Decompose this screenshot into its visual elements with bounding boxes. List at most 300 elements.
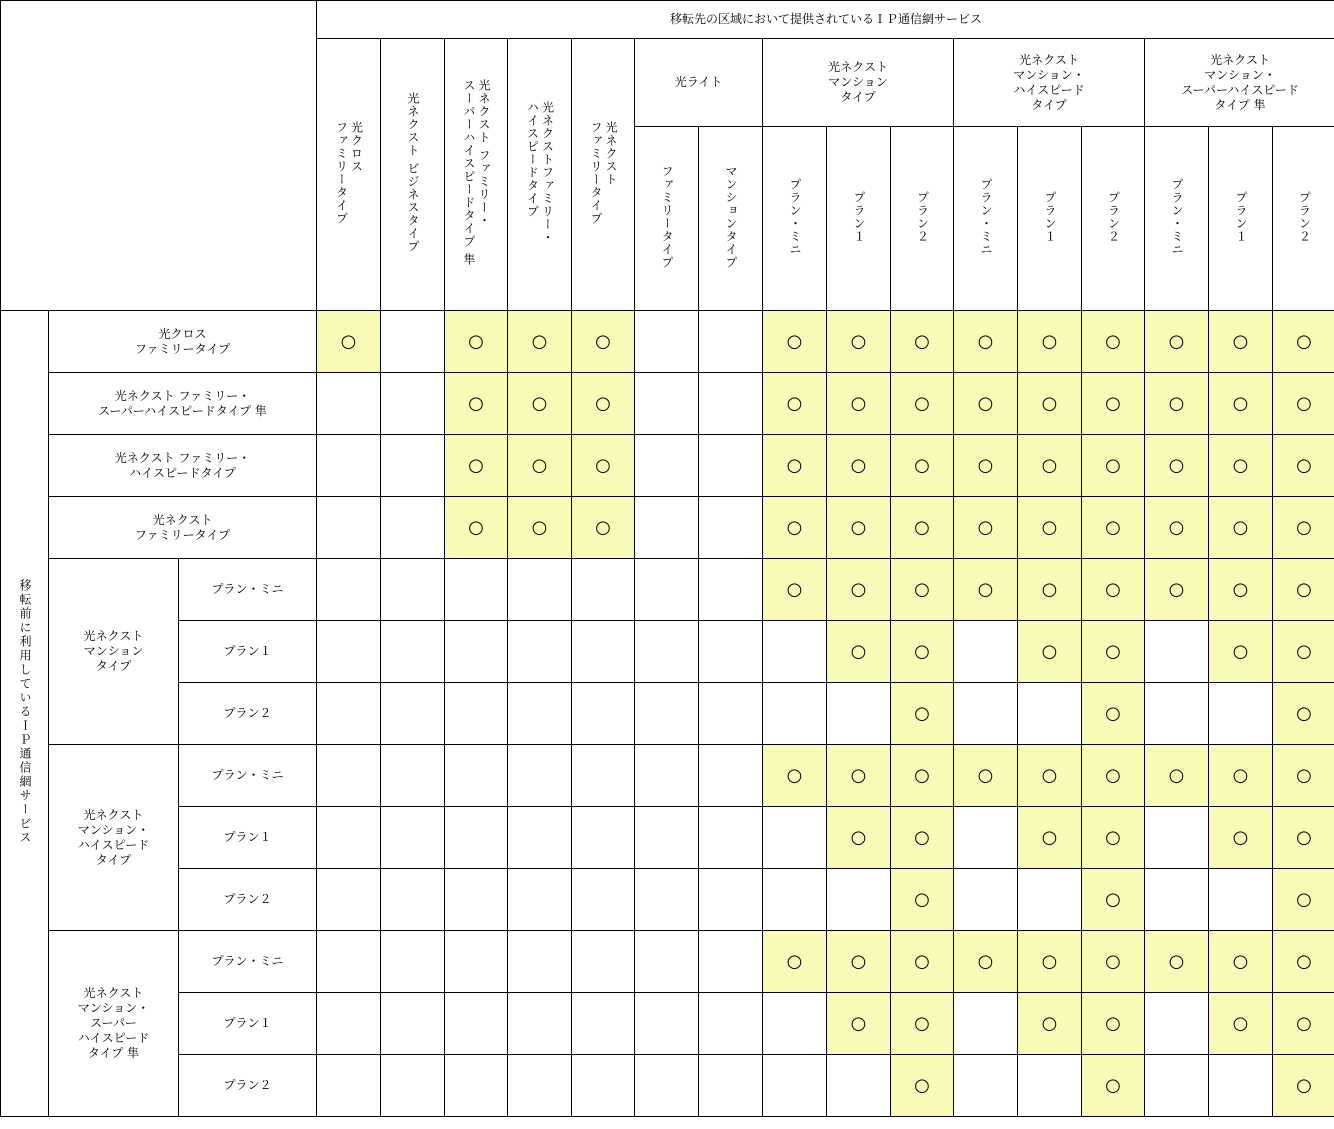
table-row [1, 869, 1334, 931]
mark-cell-empty [445, 621, 508, 683]
circle-mark: ○ [1232, 950, 1249, 972]
circle-mark: ○ [1296, 888, 1312, 910]
circle-mark: ○ [1232, 578, 1249, 600]
sub-header-text: プラン２ [915, 190, 930, 243]
mark-cell-empty [954, 683, 1018, 745]
mark-cell-empty [572, 559, 635, 621]
mark-cell-empty [827, 869, 891, 931]
circle-mark: ○ [1105, 950, 1121, 972]
row-plan-label: プラン・ミニ [179, 931, 317, 993]
mark-cell-empty [317, 993, 381, 1055]
mark-cell-empty [635, 931, 699, 993]
table-row [1, 745, 1334, 807]
circle-mark: ○ [1105, 1074, 1121, 1096]
circle-mark: ○ [1168, 764, 1185, 786]
group-header-mansion-highspeed: 光ネクスト マンション・ ハイスピード タイプ [954, 39, 1145, 127]
mark-cell-available [954, 373, 1018, 435]
mark-cell-available [1273, 931, 1334, 993]
mark-cell-empty [635, 311, 699, 373]
sub-header [635, 127, 699, 311]
circle-mark: ○ [914, 1074, 930, 1096]
circle-mark: ○ [468, 454, 484, 476]
mark-cell-empty [508, 1055, 572, 1117]
sub-header [1082, 127, 1145, 311]
mark-cell-available [954, 497, 1018, 559]
circle-mark: ○ [1232, 826, 1249, 848]
circle-mark: ○ [1232, 454, 1249, 476]
circle-mark: ○ [1041, 578, 1058, 600]
table-row [1, 993, 1334, 1055]
mark-cell-available [445, 373, 508, 435]
mark-cell-empty [445, 745, 508, 807]
mark-cell-available [1018, 931, 1082, 993]
circle-mark: ○ [1105, 888, 1121, 910]
mark-cell-available [1209, 497, 1273, 559]
circle-mark: ○ [914, 950, 930, 972]
circle-mark: ○ [1232, 516, 1249, 538]
mark-cell-empty [699, 683, 763, 745]
mark-cell-empty [317, 745, 381, 807]
mark-cell-available [891, 373, 954, 435]
mark-cell-available [1273, 621, 1334, 683]
mark-cell-empty [763, 993, 827, 1055]
mark-cell-available [1209, 559, 1273, 621]
circle-mark: ○ [850, 578, 867, 600]
circle-mark: ○ [1296, 392, 1312, 414]
row-header: 光ネクスト ファミリータイプ [49, 497, 317, 559]
circle-mark: ○ [1105, 516, 1121, 538]
circle-mark: ○ [1232, 764, 1249, 786]
circle-mark: ○ [1041, 392, 1058, 414]
circle-mark: ○ [531, 392, 548, 414]
circle-mark: ○ [786, 330, 803, 352]
mark-cell-available [1018, 435, 1082, 497]
mark-cell-empty [381, 373, 445, 435]
mark-cell-available [891, 1055, 954, 1117]
mark-cell-empty [1209, 869, 1273, 931]
table-row [1, 683, 1334, 745]
mark-cell-available [891, 559, 954, 621]
mark-cell-available [508, 373, 572, 435]
mark-cell-empty [572, 683, 635, 745]
mark-cell-available [572, 435, 635, 497]
mark-cell-available [1082, 993, 1145, 1055]
circle-mark: ○ [914, 330, 930, 352]
mark-cell-available [763, 373, 827, 435]
mark-cell-available [1273, 435, 1334, 497]
circle-mark: ○ [1105, 764, 1121, 786]
mark-cell-empty [1145, 993, 1209, 1055]
col-header-single-3 [508, 39, 572, 311]
circle-mark: ○ [977, 578, 994, 600]
mark-cell-available [954, 559, 1018, 621]
mark-cell-empty [508, 931, 572, 993]
mark-cell-available [1273, 869, 1334, 931]
sub-header [891, 127, 954, 311]
mark-cell-empty [635, 559, 699, 621]
mark-cell-available [508, 435, 572, 497]
circle-mark: ○ [850, 764, 867, 786]
mark-cell-available [508, 311, 572, 373]
row-header: 光クロス ファミリータイプ [49, 311, 317, 373]
sub-header-text: プラン１ [1043, 190, 1058, 243]
circle-mark: ○ [1168, 516, 1185, 538]
mark-cell-available [827, 559, 891, 621]
circle-mark: ○ [786, 516, 803, 538]
circle-mark: ○ [1296, 578, 1312, 600]
row-plan-label: プラン・ミニ [179, 745, 317, 807]
mark-cell-empty [1145, 621, 1209, 683]
mark-cell-available [1082, 683, 1145, 745]
mark-cell-empty [572, 993, 635, 1055]
mark-cell-empty [381, 621, 445, 683]
row-plan-label: プラン２ [179, 869, 317, 931]
circle-mark: ○ [914, 640, 930, 662]
mark-cell-empty [763, 621, 827, 683]
sub-header-text: プラン２ [1297, 190, 1312, 243]
circle-mark: ○ [1041, 1012, 1058, 1034]
circle-mark: ○ [977, 950, 994, 972]
mark-cell-available [1145, 435, 1209, 497]
mark-cell-empty [1145, 869, 1209, 931]
sub-header [699, 127, 763, 311]
mark-cell-empty [1018, 1055, 1082, 1117]
row-plan-label: プラン２ [179, 1055, 317, 1117]
circle-mark: ○ [914, 516, 930, 538]
mark-cell-empty [317, 807, 381, 869]
mark-cell-empty [1145, 1055, 1209, 1117]
mark-cell-available [1145, 373, 1209, 435]
mark-cell-available [572, 311, 635, 373]
mark-cell-available [1082, 621, 1145, 683]
mark-cell-empty [317, 373, 381, 435]
mark-cell-available [1082, 1055, 1145, 1117]
circle-mark: ○ [1296, 764, 1312, 786]
mark-cell-available [1209, 993, 1273, 1055]
circle-mark: ○ [1296, 454, 1312, 476]
sub-header-text: プラン２ [1106, 190, 1121, 243]
circle-mark: ○ [468, 330, 484, 352]
table-row [1, 497, 1334, 559]
circle-mark: ○ [595, 392, 611, 414]
mark-cell-empty [508, 621, 572, 683]
mark-cell-empty [954, 621, 1018, 683]
source-services-title-text: 移転前に利用しているＩＰ通信網サービス [18, 578, 32, 845]
mark-cell-empty [699, 559, 763, 621]
table-row [1, 559, 1334, 621]
mark-cell-empty [763, 807, 827, 869]
circle-mark: ○ [1296, 1012, 1312, 1034]
mark-cell-empty [1209, 1055, 1273, 1117]
mark-cell-empty [572, 807, 635, 869]
mark-cell-available [317, 311, 381, 373]
mark-cell-empty [445, 683, 508, 745]
circle-mark: ○ [1105, 578, 1121, 600]
circle-mark: ○ [1168, 578, 1185, 600]
mark-cell-available [891, 993, 954, 1055]
mark-cell-available [1018, 807, 1082, 869]
mark-cell-available [1018, 373, 1082, 435]
sub-header [1018, 127, 1082, 311]
mark-cell-available [1082, 435, 1145, 497]
circle-mark: ○ [1168, 392, 1185, 414]
sub-header [763, 127, 827, 311]
mark-cell-empty [954, 993, 1018, 1055]
mark-cell-available [891, 931, 954, 993]
mark-cell-available [891, 311, 954, 373]
mark-cell-available [1082, 869, 1145, 931]
circle-mark: ○ [914, 392, 930, 414]
mark-cell-empty [317, 621, 381, 683]
mark-cell-empty [699, 311, 763, 373]
mark-cell-empty [572, 869, 635, 931]
circle-mark: ○ [340, 330, 357, 352]
mark-cell-available [891, 497, 954, 559]
mark-cell-available [763, 497, 827, 559]
circle-mark: ○ [914, 1012, 930, 1034]
circle-mark: ○ [914, 888, 930, 910]
table-row [1, 1055, 1334, 1117]
circle-mark: ○ [786, 392, 803, 414]
col-header-text: 光ネクスト ビジネスタイプ [406, 92, 421, 253]
circle-mark: ○ [1105, 1012, 1121, 1034]
mark-cell-empty [827, 1055, 891, 1117]
mark-cell-empty [699, 373, 763, 435]
mark-cell-empty [1018, 683, 1082, 745]
mark-cell-empty [445, 807, 508, 869]
mark-cell-available [1273, 745, 1334, 807]
mark-cell-empty [572, 931, 635, 993]
row-plan-label: プラン１ [179, 807, 317, 869]
mark-cell-empty [381, 683, 445, 745]
circle-mark: ○ [531, 516, 548, 538]
circle-mark: ○ [468, 516, 484, 538]
mark-cell-empty [635, 497, 699, 559]
mark-cell-empty [317, 683, 381, 745]
table-row [1, 311, 1334, 373]
mark-cell-available [891, 621, 954, 683]
circle-mark: ○ [1105, 454, 1121, 476]
mark-cell-empty [381, 311, 445, 373]
destination-services-title: 移転先の区域において提供されているＩＰ通信網サービス [317, 1, 1334, 39]
mark-cell-empty [572, 745, 635, 807]
mark-cell-available [1018, 311, 1082, 373]
circle-mark: ○ [1232, 1012, 1249, 1034]
col-header-text: 光ネクスト ファミリータイプ [589, 120, 619, 225]
corner-cell [1, 1, 317, 311]
mark-cell-available [827, 311, 891, 373]
mark-cell-empty [381, 993, 445, 1055]
circle-mark: ○ [1041, 764, 1058, 786]
sub-header-text: マンションタイプ [724, 164, 739, 269]
circle-mark: ○ [786, 950, 803, 972]
row-header: 光ネクスト ファミリー・ ハイスピードタイプ [49, 435, 317, 497]
circle-mark: ○ [1168, 454, 1185, 476]
mark-cell-empty [699, 807, 763, 869]
mark-cell-available [1209, 807, 1273, 869]
mark-cell-empty [508, 559, 572, 621]
circle-mark: ○ [786, 578, 803, 600]
sub-header [954, 127, 1018, 311]
row-group-header: 光ネクスト マンション・ スーパー ハイスピード タイプ 隼 [49, 931, 179, 1117]
mark-cell-available [1273, 559, 1334, 621]
mark-cell-available [1082, 745, 1145, 807]
group-header-hikari-light: 光ライト [635, 39, 763, 127]
mark-cell-empty [445, 869, 508, 931]
circle-mark: ○ [468, 392, 484, 414]
mark-cell-available [572, 373, 635, 435]
circle-mark: ○ [977, 392, 994, 414]
circle-mark: ○ [1296, 702, 1312, 724]
mark-cell-empty [317, 559, 381, 621]
table-row [1, 373, 1334, 435]
mark-cell-empty [954, 869, 1018, 931]
mark-cell-empty [381, 931, 445, 993]
mark-cell-available [763, 559, 827, 621]
circle-mark: ○ [1232, 392, 1249, 414]
mark-cell-available [763, 311, 827, 373]
group-header-mansion: 光ネクスト マンション タイプ [763, 39, 954, 127]
circle-mark: ○ [850, 392, 867, 414]
mark-cell-available [954, 931, 1018, 993]
mark-cell-available [1209, 435, 1273, 497]
col-header-single-4 [572, 39, 635, 311]
circle-mark: ○ [1168, 330, 1185, 352]
mark-cell-empty [699, 435, 763, 497]
circle-mark: ○ [1041, 826, 1058, 848]
mark-cell-empty [635, 621, 699, 683]
table-row [1, 621, 1334, 683]
table-row [1, 807, 1334, 869]
mark-cell-empty [508, 807, 572, 869]
mark-cell-available [1145, 497, 1209, 559]
circle-mark: ○ [1041, 640, 1058, 662]
mark-cell-empty [699, 621, 763, 683]
col-header-single-2 [445, 39, 508, 311]
row-plan-label: プラン２ [179, 683, 317, 745]
circle-mark: ○ [914, 578, 930, 600]
circle-mark: ○ [850, 950, 867, 972]
circle-mark: ○ [595, 516, 611, 538]
mark-cell-empty [381, 559, 445, 621]
mark-cell-empty [635, 869, 699, 931]
mark-cell-empty [508, 683, 572, 745]
mark-cell-available [1082, 807, 1145, 869]
mark-cell-available [1082, 373, 1145, 435]
mark-cell-available [1273, 311, 1334, 373]
circle-mark: ○ [914, 454, 930, 476]
mark-cell-available [827, 621, 891, 683]
mark-cell-empty [317, 931, 381, 993]
mark-cell-available [763, 745, 827, 807]
circle-mark: ○ [977, 454, 994, 476]
sub-header [827, 127, 891, 311]
mark-cell-empty [572, 621, 635, 683]
circle-mark: ○ [1105, 702, 1121, 724]
mark-cell-empty [381, 435, 445, 497]
circle-mark: ○ [1041, 454, 1058, 476]
col-header-text: 光ネクスト ファミリー・ スーパーハイスピードタイプ 隼 [462, 79, 492, 266]
mark-cell-available [827, 993, 891, 1055]
mark-cell-available [1145, 311, 1209, 373]
mark-cell-available [891, 435, 954, 497]
circle-mark: ○ [1105, 392, 1121, 414]
circle-mark: ○ [914, 764, 930, 786]
mark-cell-empty [635, 1055, 699, 1117]
circle-mark: ○ [914, 702, 930, 724]
mark-cell-empty [699, 869, 763, 931]
table-row [1, 435, 1334, 497]
source-services-title [1, 311, 49, 1117]
mark-cell-available [1209, 745, 1273, 807]
mark-cell-available [1018, 559, 1082, 621]
mark-cell-empty [635, 435, 699, 497]
mark-cell-available [1273, 807, 1334, 869]
mark-cell-empty [381, 807, 445, 869]
circle-mark: ○ [977, 330, 994, 352]
mark-cell-available [1145, 559, 1209, 621]
mark-cell-available [1082, 559, 1145, 621]
circle-mark: ○ [850, 826, 867, 848]
mark-cell-available [1082, 931, 1145, 993]
sub-header [1209, 127, 1273, 311]
circle-mark: ○ [1296, 640, 1312, 662]
mark-cell-empty [635, 745, 699, 807]
mark-cell-empty [1145, 807, 1209, 869]
mark-cell-empty [699, 993, 763, 1055]
mark-cell-available [1018, 993, 1082, 1055]
circle-mark: ○ [1296, 826, 1312, 848]
sub-header [1145, 127, 1209, 311]
mark-cell-available [445, 435, 508, 497]
sub-header-text: プラン１ [852, 190, 867, 243]
mark-cell-available [954, 311, 1018, 373]
mark-cell-empty [381, 497, 445, 559]
mark-cell-empty [763, 869, 827, 931]
mark-cell-available [1273, 497, 1334, 559]
mark-cell-empty [635, 683, 699, 745]
mark-cell-empty [445, 931, 508, 993]
circle-mark: ○ [850, 454, 867, 476]
mark-cell-available [1209, 311, 1273, 373]
mark-cell-available [1082, 311, 1145, 373]
circle-mark: ○ [977, 764, 994, 786]
circle-mark: ○ [1041, 516, 1058, 538]
circle-mark: ○ [1041, 330, 1058, 352]
sub-header-text: プラン・ミニ [788, 177, 803, 256]
mark-cell-available [445, 311, 508, 373]
row-plan-label: プラン１ [179, 993, 317, 1055]
group-header-mansion-superhighspeed: 光ネクスト マンション・ スーパーハイスピード タイプ 隼 [1145, 39, 1334, 127]
sub-header-text: プラン・ミニ [1170, 177, 1185, 256]
circle-mark: ○ [850, 1012, 867, 1034]
mark-cell-empty [381, 869, 445, 931]
mark-cell-available [572, 497, 635, 559]
mark-cell-empty [954, 1055, 1018, 1117]
mark-cell-empty [699, 931, 763, 993]
mark-cell-empty [1018, 869, 1082, 931]
mark-cell-empty [699, 1055, 763, 1117]
mark-cell-empty [381, 745, 445, 807]
mark-cell-available [1082, 497, 1145, 559]
mark-cell-available [827, 931, 891, 993]
mark-cell-available [445, 497, 508, 559]
mark-cell-available [508, 497, 572, 559]
mark-cell-empty [635, 993, 699, 1055]
row-header: 光ネクスト ファミリー・ スーパーハイスピードタイプ 隼 [49, 373, 317, 435]
mark-cell-available [1209, 931, 1273, 993]
mark-cell-empty [445, 559, 508, 621]
